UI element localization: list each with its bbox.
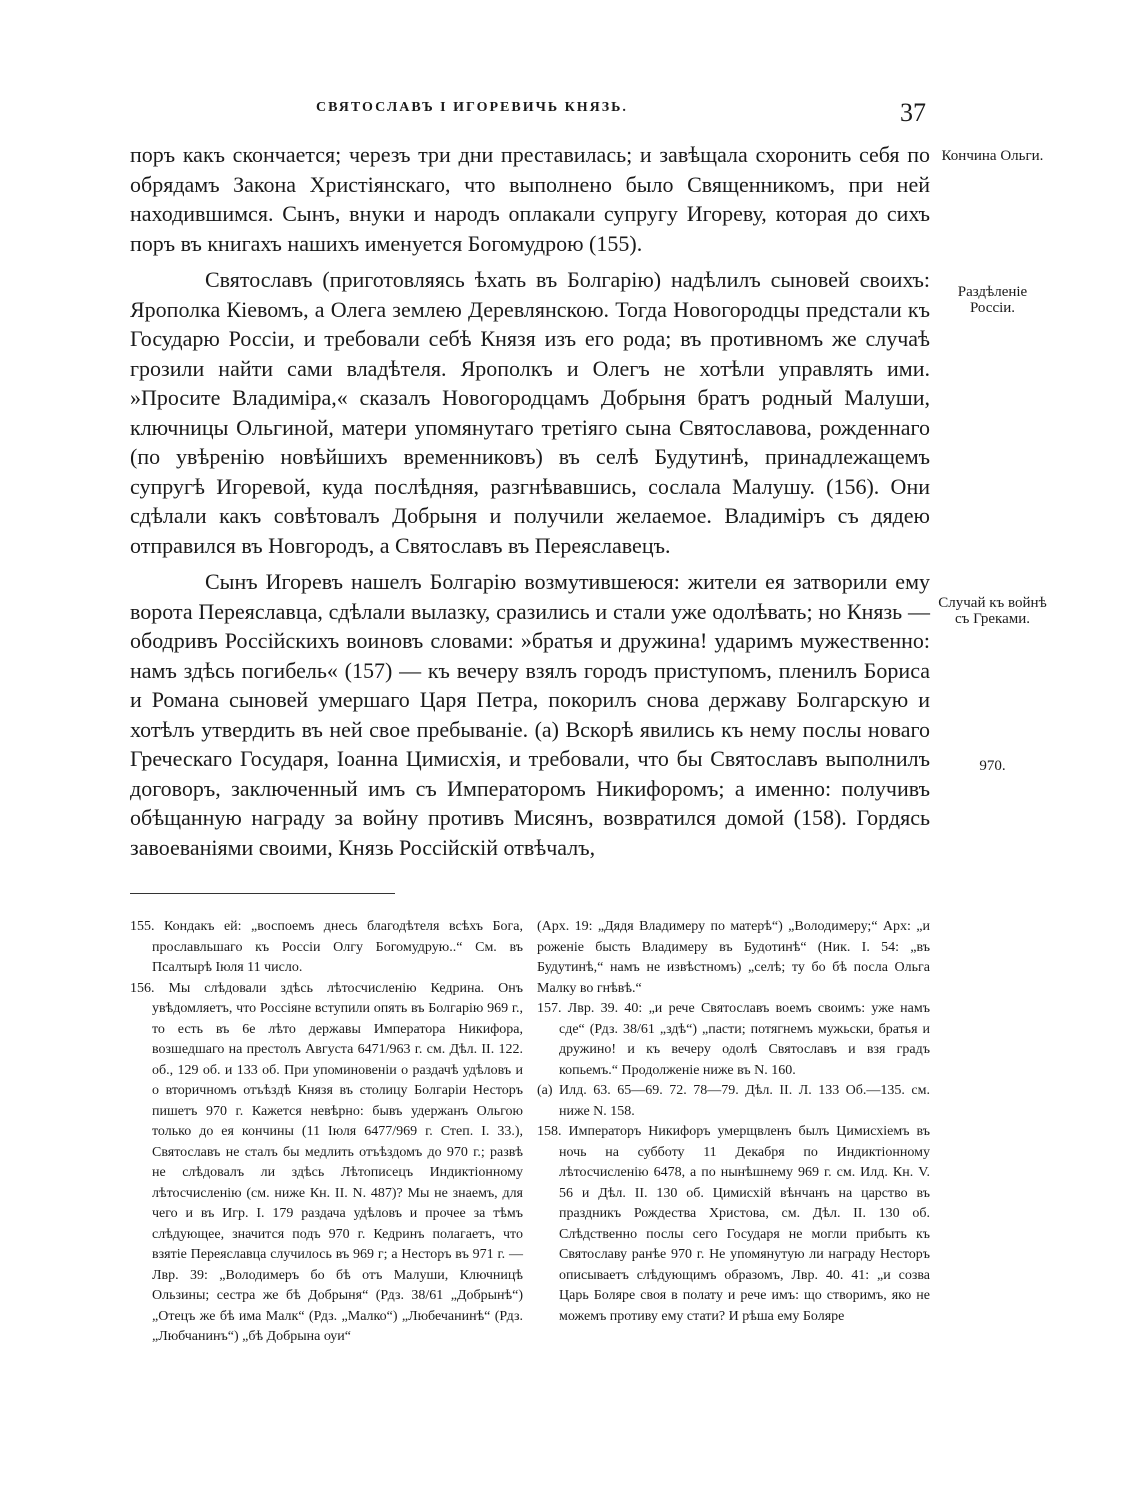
footnotes-right-column <box>537 917 930 1348</box>
footnote: 155. Кондакъ ей: „воспоемъ днесь благодѣтеля всѣхъ Бога, прославльшаго къ Россіи Олгу Богомудрую..“ См. въ Псалтырѣ Іюля 11 число. <box>130 919 523 975</box>
footnote: 158. Императоръ Никифоръ умерщвленъ былъ Цимисхіемъ въ ночь на субботу 11 Декабря по Индиктіонному лѣтосчисленію 6478, а по нынѣшнему 969 г. см. Илд. Кн. V. 56 и Дѣл. II. 130 об. Цимисхій вѣнчанъ на царство въ праздникъ Рождества Христова, см. Дѣл. II. 130 об. Слѣдственно послы сего Государя не могли прибыть къ Святославу ранѣе 970 г. Не упомянутую ли награду Несторъ описываетъ слѣдующимъ образомъ, Лвр. 40. 41: „и созва Царь Боляре своя в полату и рече имъ: що створимъ, яко не можемъ противу ему стати? И рѣша ему Боляре <box>537 1124 930 1324</box>
footnote: 156. Мы слѣдовали здѣсь лѣтосчисленію Кедрина. Онъ увѣдомляетъ, что Россіяне вступили опять въ Болгарію 969 г., то есть въ 6е лѣто державы Императора Никифора, возшедшаго на престолъ Августа 6471/963 г. см. Дѣл. II. 122. об., 129 об. и 133 об. При упоминовеніи о раздачѣ удѣловъ и о вторичномъ отъѣздѣ Князя въ столицу Болгаріи Несторъ пишетъ 970 г. Кажется невѣрно: бывъ удержанъ Ольгою только до ея кончины (11 Іюля 6477/969 г. Степ. I. 33.), Святославъ не сталъ бы медлить отъѣздомъ до 970 г.; развѣ не слѣдовалъ ли здѣсь Лѣтописецъ Индиктіонному лѣтосчисленію (см. ниже Кн. II. N. 487)? Мы не знаемъ, для чего и въ Игр. I. 179 раздача удѣловъ и прочее за тѣмъ слѣдующее, значится подъ 970 г. Кедринъ полагаетъ, что взятіе Переяславца случилось въ 969 г; а Несторъ въ 971 г. — Лвр. 39: „Володимеръ бо бѣ отъ Малуши, Ключницѣ Ользины; сестра же бѣ Добрыня“ (Рдз. 38/61 „Добрынѣ“) „Отецъ же бѣ има Малк“ (Рдз. „Малко“) „Любечанинѣ“ (Рдз. „Любчанинъ“) „бѣ Добрына оуи“ <box>130 980 523 1344</box>
paragraph: Святославъ (приготовляясь ѣхать въ Болгарію) надѣлилъ сыновей своихъ: Ярополка Кіевомъ, а Олега землею Деревлянскою. Тогда Новогородцы предстали къ Государю Россіи, и требовали себѣ Князя изъ его рода; въ противномъ же случаѣ грозили найти сами владѣтеля. Ярополкъ и Олегъ не хотѣли управлять ими. »Просите Владиміра,« сказалъ Новогородцамъ Добрыня братъ родный Малуши, ключницы Ольгиной, матери упомянутаго третіяго сына Святославова, рожденнаго (по увѣренію новѣйшихъ временниковъ) въ селѣ Будутинѣ, принадлежащемъ супругѣ Игоревой, куда послѣдняя, разгнѣвавшись, сослала Малушу. (156). Они сдѣлали какъ совѣтовалъ Добрыня и получили желаемое. Владиміръ съ дядею отправился въ Новгородъ, а Святославъ въ Переяславецъ. <box>130 267 930 558</box>
marginal-note: Случай къ войнѣ съ Греками. <box>938 595 1047 627</box>
footnote: 157. Лвр. 39. 40: „и рече Святославъ воемъ своимъ: уже намъ сде“ (Рдз. 38/61 „здѣ“) „пасти; потягнемъ мужьски, братья и дружино! и къ вечеру одолѣ Святославъ и взя градъ копьемъ.“ Продолженіе ниже въ N. 160. <box>537 1001 930 1078</box>
paragraph: Сынъ Игоревъ нашелъ Болгарію возмутившеюся: жители ея затворили ему ворота Переяславца, сдѣлали вылазку, сразились и стали уже одолѣвать; но Князь — ободривъ Россійскихъ воиновъ словами: »братья и дружина! ударимъ мужественно: намъ здѣсь погибель« (157) — къ вечеру взялъ городъ приступомъ, пленилъ Бориса и Романа сыновей умершаго Царя Петра, покорилъ снова державу Болгарскую и хотѣлъ утвердить въ ней свое пребываніе. (а) Вскорѣ явились къ нему послы новаго Греческаго Государя, Іоанна Цимисхія, и требовали, что бы Святославъ выполнилъ договоръ, заключенный имъ съ Императоромъ Никифоромъ; а именно: получивъ обѣщанную награду за войну противъ Мисянъ, возвратился домой (158). Гордясь завоеваніями своими, Князь Россійскій отвѣчалъ, <box>130 569 930 860</box>
footnotes <box>130 917 930 1348</box>
marginal-note: Кончина Ольги. <box>941 148 1044 164</box>
marginal-year: 970. <box>979 758 1006 774</box>
footnotes-left-column <box>130 917 523 1348</box>
main-text <box>130 140 930 869</box>
paragraph: поръ какъ скончается; черезъ три дни преставилась; и завѣщала схоронить себя по обрядамъ Закона Христіянскаго, что выполнено было Священникомъ, при ней находившимся. Сынъ, внуки и народъ оплакали супругу Игореву, которая до сихъ поръ въ книгахъ нашихъ именуется Богомудрою (155). <box>130 142 930 256</box>
page-number: 37 <box>900 98 926 127</box>
running-title: СВЯТОСЛАВЪ I ИГОРЕВИЧЬ КНЯЗЬ. <box>316 100 628 115</box>
footnote-rule <box>130 893 395 894</box>
footnote: (а) Илд. 63. 65—69. 72. 78—79. Дѣл. II. Л. 133 Об.—135. см. ниже N. 158. <box>537 1083 930 1119</box>
footnote-continuation: (Арх. 19: „Дядя Владимеру по матерѣ“) „Володимеру;“ Арх: „и роженіе бысть Владимеру въ Будотинѣ“ (Ник. I. 54: „въ Будутинѣ,“ намъ не извѣстномъ) „селѣ; ту бо бѣ посла Ольга Малку во гнѣвѣ.“ <box>537 919 930 996</box>
marginal-note: Раздѣленіе Россіи. <box>957 284 1028 316</box>
